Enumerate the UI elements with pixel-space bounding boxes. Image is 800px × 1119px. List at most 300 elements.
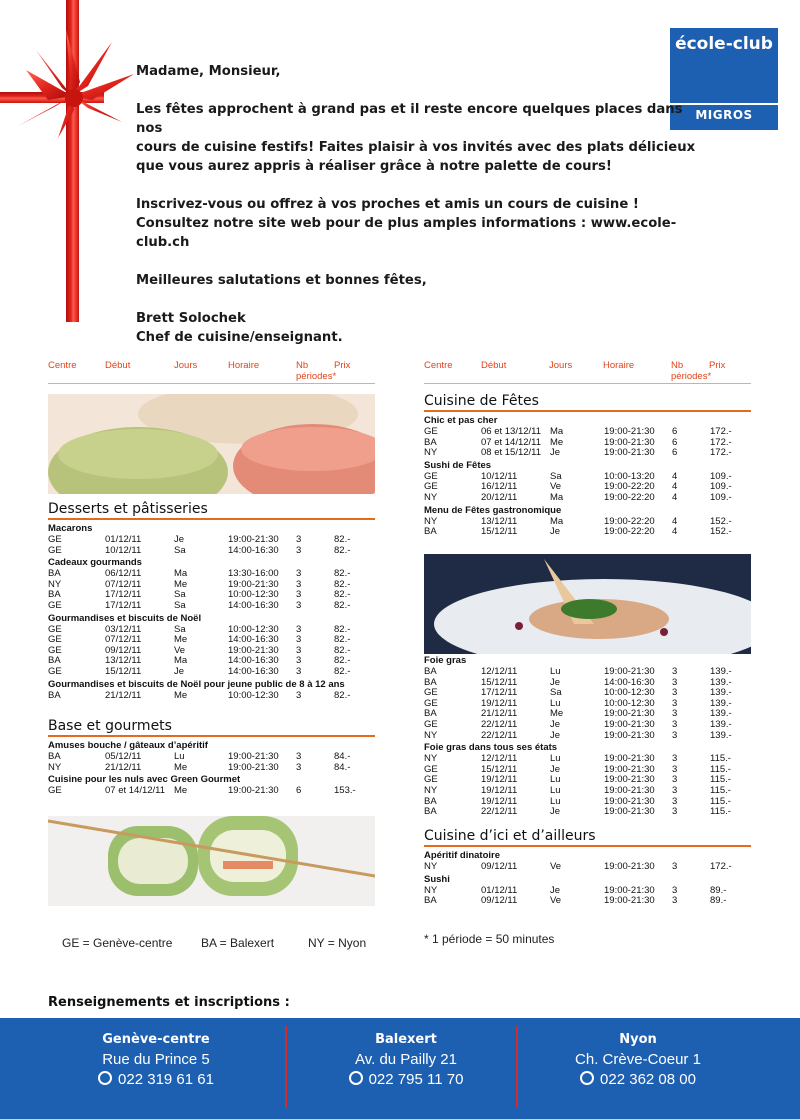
- cell-jours: Me: [174, 761, 188, 773]
- cell-nb: 3: [296, 544, 302, 556]
- cell-debut: 15/12/11: [481, 676, 518, 688]
- cell-jours: Sa: [174, 600, 186, 611]
- cell-prix: 139.-: [710, 687, 732, 699]
- phone-number[interactable]: 022 362 08 00: [600, 1071, 696, 1088]
- cell-nb: 3: [296, 634, 302, 646]
- letter-body: [136, 62, 696, 366]
- cell-jours: Je: [550, 526, 561, 538]
- cell-nb: 3: [672, 753, 678, 765]
- letter-closing: Meilleures salutations et bonnes fêtes,: [136, 273, 427, 288]
- cell-centre: GE: [424, 719, 438, 730]
- table-row[interactable]: [424, 861, 751, 872]
- cell-horaire: 19:00-21:30: [604, 895, 655, 907]
- cell-nb: 3: [296, 568, 302, 580]
- phone-icon: [349, 1071, 363, 1085]
- cell-prix: 115.-: [710, 753, 731, 765]
- cell-debut: 17/12/11: [481, 687, 518, 699]
- cell-jours: Ma: [550, 492, 564, 503]
- cell-centre: GE: [48, 666, 62, 677]
- cell-horaire: 19:00-21:30: [228, 644, 279, 656]
- contact-footer: [0, 1018, 800, 1119]
- cell-prix: 82.-: [334, 544, 351, 556]
- table-row[interactable]: [424, 774, 751, 785]
- cell-centre: BA: [48, 568, 61, 580]
- cell-jours: Me: [174, 689, 188, 701]
- cell-jours: Sa: [174, 544, 186, 556]
- header-prix: Prix: [709, 360, 726, 371]
- cell-centre: BA: [424, 436, 437, 448]
- cell-centre: NY: [424, 753, 438, 765]
- table-row[interactable]: [48, 624, 375, 635]
- signer-title: Chef de cuisine/enseignant.: [136, 330, 343, 345]
- cell-jours: Sa: [174, 589, 186, 601]
- table-row[interactable]: [48, 751, 375, 762]
- cell-debut: 21/12/11: [105, 689, 142, 701]
- cell-centre: NY: [48, 761, 62, 773]
- cell-centre: GE: [48, 644, 62, 656]
- phone-number[interactable]: 022 795 11 70: [368, 1071, 464, 1088]
- table-row[interactable]: [424, 785, 751, 796]
- cell-centre: GE: [424, 687, 438, 699]
- course-name: Foie gras dans tous ses états: [424, 742, 558, 754]
- course-name: Menu de Fêtes gastronomique: [424, 504, 562, 516]
- table-row[interactable]: [48, 655, 375, 666]
- cell-nb: 6: [296, 785, 302, 797]
- letter-line: Les fêtes approchent à grand pas et il reste encore quelques places dans nos: [136, 102, 683, 136]
- cell-debut: 03/12/11: [105, 623, 142, 635]
- table-row[interactable]: [48, 690, 375, 701]
- cell-prix: 82.-: [334, 634, 351, 646]
- cell-prix: 82.-: [334, 689, 351, 701]
- cell-centre: GE: [424, 774, 438, 786]
- cell-nb: 4: [672, 492, 678, 503]
- cell-debut: 15/12/11: [481, 763, 518, 775]
- section-underline: [48, 518, 375, 520]
- cell-horaire: 19:00-21:30: [604, 708, 655, 720]
- cell-debut: 19/12/11: [481, 785, 518, 796]
- cell-debut: 01/12/11: [481, 884, 518, 896]
- cell-jours: Ve: [550, 481, 562, 493]
- cell-centre: BA: [48, 751, 61, 762]
- cell-horaire: 19:00-21:30: [604, 785, 655, 796]
- cell-jours: Ma: [174, 655, 188, 667]
- cell-jours: Me: [174, 785, 188, 797]
- table-row[interactable]: [424, 447, 751, 458]
- cell-prix: 89.-: [710, 884, 727, 896]
- office-phone: [36, 1071, 276, 1088]
- cell-jours: Lu: [550, 666, 561, 677]
- course-name: Apéritif dinatoire: [424, 850, 501, 861]
- cell-prix: 139.-: [710, 729, 732, 741]
- cell-prix: 115.-: [710, 774, 731, 786]
- header-jours: Jours: [549, 360, 573, 371]
- cell-horaire: 19:00-21:30: [604, 806, 655, 818]
- table-row[interactable]: [424, 796, 751, 807]
- course-name: Chic et pas cher: [424, 415, 498, 426]
- cell-nb: 3: [296, 534, 302, 545]
- cell-prix: 172.-: [710, 861, 732, 872]
- cell-horaire: 19:00-21:30: [604, 861, 655, 872]
- cell-prix: 109.-: [710, 470, 732, 482]
- header-prix: Prix: [334, 360, 351, 371]
- cell-horaire: 19:00-21:30: [604, 729, 655, 741]
- cell-nb: 3: [672, 774, 678, 786]
- cell-centre: NY: [424, 447, 438, 459]
- legend-ny: NY = Nyon: [308, 936, 367, 950]
- letter-line: que vous aurez appris à réaliser grâce à notre palette de cours!: [136, 159, 612, 174]
- cell-centre: BA: [48, 589, 61, 601]
- letter-line: cours de cuisine festifs! Faites plaisir à vos invités avec des plats délicieux: [136, 140, 696, 155]
- course-name: Cuisine pour les nuls avec Green Gourmet: [48, 774, 241, 786]
- table-row[interactable]: [48, 589, 375, 600]
- cell-jours: Je: [550, 806, 561, 818]
- office-nyon: [518, 1032, 758, 1091]
- legend-ba: BA = Balexert: [201, 936, 275, 950]
- section-title: Cuisine d’ici et d’ailleurs: [424, 828, 596, 844]
- cell-jours: Ve: [550, 861, 562, 872]
- cell-prix: 139.-: [710, 719, 732, 730]
- cell-horaire: 19:00-21:30: [604, 719, 655, 730]
- cell-horaire: 14:00-16:30: [228, 666, 279, 677]
- cell-horaire: 19:00-21:30: [228, 761, 279, 773]
- office-address: Ch. Crève-Coeur 1: [575, 1051, 701, 1068]
- cell-jours: Lu: [550, 785, 561, 796]
- cell-centre: BA: [424, 526, 437, 538]
- cell-prix: 115.-: [710, 785, 731, 796]
- cell-nb: 4: [672, 470, 678, 482]
- cell-debut: 16/12/11: [481, 481, 518, 493]
- header-centre: Centre: [424, 360, 453, 371]
- cell-jours: Je: [550, 729, 561, 741]
- cell-nb: 3: [672, 676, 678, 688]
- cell-prix: 84.-: [334, 761, 351, 773]
- header-nb: Nb: [671, 360, 684, 371]
- cell-horaire: 10:00-12:30: [228, 623, 279, 635]
- header-debut: Début: [105, 360, 131, 371]
- legend-periode-note: * 1 période = 50 minutes: [424, 932, 555, 946]
- cell-nb: 3: [296, 689, 302, 701]
- section-title: Cuisine de Fêtes: [424, 393, 539, 409]
- table-row[interactable]: [424, 426, 751, 437]
- cell-horaire: 19:00-21:30: [604, 447, 655, 459]
- cell-prix: 82.-: [334, 589, 351, 601]
- foie-gras-plate-photo: [424, 554, 751, 654]
- cell-nb: 3: [672, 666, 678, 677]
- cell-debut: 09/12/11: [481, 895, 518, 907]
- cell-jours: Ma: [174, 568, 188, 580]
- course-name: Sushi: [424, 873, 450, 885]
- cell-horaire: 19:00-21:30: [228, 578, 279, 590]
- letter-line: Consultez notre site web pour de plus amples informations : www.ecole-club.ch: [136, 216, 677, 250]
- table-row[interactable]: [424, 481, 751, 492]
- letter-signature: [136, 309, 696, 347]
- cell-centre: GE: [424, 470, 438, 482]
- cell-prix: 172.-: [710, 426, 732, 437]
- cell-nb: 3: [296, 578, 302, 590]
- table-row[interactable]: [48, 666, 375, 677]
- cell-prix: 82.-: [334, 578, 351, 590]
- section-underline: [48, 735, 375, 737]
- cell-horaire: 10:00-13:20: [604, 470, 655, 482]
- cell-debut: 22/12/11: [481, 729, 518, 741]
- cell-prix: 115.-: [710, 763, 731, 775]
- table-row[interactable]: [424, 719, 751, 730]
- phone-number[interactable]: 022 319 61 61: [118, 1071, 214, 1088]
- table-row[interactable]: [48, 785, 375, 796]
- cell-debut: 19/12/11: [481, 697, 518, 709]
- cell-jours: Lu: [550, 753, 561, 765]
- header-divider: [48, 383, 375, 384]
- cell-nb: 3: [672, 719, 678, 730]
- letter-greeting: Madame, Monsieur,: [136, 64, 281, 79]
- cell-jours: Lu: [174, 751, 185, 762]
- cell-centre: NY: [424, 861, 438, 872]
- cell-jours: Je: [550, 884, 561, 896]
- cell-nb: 3: [672, 697, 678, 709]
- gift-bow-icon: [18, 30, 138, 140]
- cell-nb: 3: [296, 751, 302, 762]
- table-row[interactable]: [424, 437, 751, 448]
- cell-horaire: 19:00-21:30: [228, 751, 279, 762]
- cell-horaire: 13:30-16:00: [228, 568, 279, 580]
- cell-jours: Ma: [550, 426, 564, 437]
- table-row[interactable]: [48, 579, 375, 590]
- cell-jours: Sa: [174, 623, 186, 635]
- table-row[interactable]: [424, 666, 751, 677]
- course-name: Gourmandises et biscuits de Noël: [48, 612, 202, 624]
- office-phone: [518, 1071, 758, 1088]
- cell-nb: 3: [672, 785, 678, 796]
- cell-prix: 109.-: [710, 481, 732, 493]
- table-row[interactable]: [48, 600, 375, 611]
- cell-debut: 12/12/11: [481, 666, 518, 677]
- header-periodes: périodes*: [296, 371, 337, 382]
- cell-nb: 3: [672, 884, 678, 896]
- section-underline: [424, 845, 751, 847]
- table-row[interactable]: [48, 534, 375, 545]
- cell-debut: 22/12/11: [481, 719, 518, 730]
- cell-horaire: 19:00-21:30: [604, 795, 655, 807]
- cucumber-rolls-photo: [48, 816, 375, 906]
- cell-horaire: 14:00-16:30: [604, 676, 655, 688]
- table-row[interactable]: [48, 545, 375, 556]
- office-name: Nyon: [619, 1032, 657, 1047]
- logo-name: école-club: [675, 34, 773, 54]
- section-underline: [424, 410, 751, 412]
- cell-debut: 06 et 13/12/11: [481, 426, 542, 437]
- table-row[interactable]: [48, 645, 375, 656]
- cell-jours: Ma: [550, 515, 564, 527]
- office-address: Av. du Pailly 21: [354, 1051, 457, 1068]
- cell-nb: 3: [296, 655, 302, 667]
- cell-nb: 3: [296, 666, 302, 677]
- course-name: Gourmandises et biscuits de Noël pour jeune public de 8 à 12 ans: [48, 678, 345, 690]
- table-row[interactable]: [424, 677, 751, 688]
- phone-icon: [580, 1071, 594, 1085]
- cell-prix: 139.-: [710, 666, 732, 677]
- cell-horaire: 19:00-21:30: [604, 774, 655, 786]
- table-row[interactable]: [424, 895, 751, 906]
- cell-debut: 15/12/11: [481, 526, 518, 538]
- cell-prix: 109.-: [710, 492, 732, 503]
- cell-debut: 15/12/11: [105, 666, 142, 677]
- cell-debut: 09/12/11: [481, 861, 518, 872]
- cell-centre: BA: [424, 806, 437, 818]
- cell-nb: 3: [672, 895, 678, 907]
- cell-jours: Je: [550, 447, 561, 459]
- cell-nb: 3: [296, 600, 302, 611]
- cell-debut: 07 et 14/12/11: [105, 785, 166, 797]
- cell-debut: 10/12/11: [105, 544, 142, 556]
- header-jours: Jours: [174, 360, 198, 371]
- course-name: Foie gras: [424, 655, 467, 666]
- table-row[interactable]: [424, 708, 751, 719]
- cell-centre: BA: [424, 676, 437, 688]
- cell-horaire: 10:00-12:30: [604, 687, 655, 699]
- cell-jours: Je: [174, 666, 185, 677]
- cell-debut: 22/12/11: [481, 806, 518, 818]
- cell-centre: BA: [424, 795, 437, 807]
- cell-nb: 6: [672, 436, 678, 448]
- header-horaire: Horaire: [603, 360, 635, 371]
- cell-prix: 82.-: [334, 600, 351, 611]
- cell-jours: Je: [550, 719, 561, 730]
- cell-prix: 89.-: [710, 895, 727, 907]
- legend-ge: GE = Genève-centre: [62, 936, 173, 950]
- cell-horaire: 10:00-12:30: [228, 589, 279, 601]
- signer-name: Brett Solochek: [136, 311, 246, 326]
- cell-centre: GE: [424, 481, 438, 493]
- cell-nb: 3: [296, 623, 302, 635]
- cell-horaire: 14:00-16:30: [228, 544, 279, 556]
- cell-centre: NY: [424, 515, 438, 527]
- cell-centre: NY: [48, 578, 62, 590]
- cell-centre: GE: [48, 600, 62, 611]
- cell-nb: 4: [672, 481, 678, 493]
- cell-horaire: 14:00-16:30: [228, 634, 279, 646]
- cell-jours: Je: [550, 763, 561, 775]
- cell-nb: 6: [672, 447, 678, 459]
- cell-jours: Me: [174, 578, 188, 590]
- cell-debut: 19/12/11: [481, 795, 518, 807]
- cell-nb: 3: [672, 806, 678, 818]
- cell-nb: 4: [672, 515, 678, 527]
- cell-debut: 21/12/11: [105, 761, 142, 773]
- cell-jours: Je: [550, 676, 561, 688]
- cell-centre: NY: [424, 492, 438, 503]
- course-name: Cadeaux gourmands: [48, 557, 142, 569]
- cell-debut: 07/12/11: [105, 578, 142, 590]
- table-row[interactable]: [424, 516, 751, 527]
- cell-nb: 3: [296, 644, 302, 656]
- cell-jours: Lu: [550, 697, 561, 709]
- cell-centre: BA: [424, 708, 437, 720]
- cell-horaire: 19:00-21:30: [604, 763, 655, 775]
- cell-centre: GE: [48, 785, 62, 797]
- cell-jours: Ve: [174, 644, 186, 656]
- cell-nb: 3: [672, 708, 678, 720]
- letter-paragraph-1: [136, 100, 696, 176]
- office-address: Rue du Prince 5: [102, 1051, 210, 1068]
- cell-prix: 82.-: [334, 623, 351, 635]
- cell-horaire: 14:00-16:30: [228, 600, 279, 611]
- cell-debut: 19/12/11: [481, 774, 518, 786]
- cell-prix: 172.-: [710, 436, 732, 448]
- logo-brand: MIGROS: [695, 108, 753, 122]
- cell-nb: 3: [296, 761, 302, 773]
- table-row[interactable]: [48, 634, 375, 645]
- table-row[interactable]: [424, 753, 751, 764]
- cell-debut: 21/12/11: [481, 708, 518, 720]
- cell-debut: 20/12/11: [481, 492, 518, 503]
- table-row[interactable]: [424, 764, 751, 775]
- cell-nb: 4: [672, 526, 678, 538]
- header-divider: [424, 383, 751, 384]
- cell-debut: 17/12/11: [105, 600, 142, 611]
- cell-centre: GE: [424, 763, 438, 775]
- table-row[interactable]: [424, 492, 751, 503]
- cell-debut: 07 et 14/12/11: [481, 436, 542, 448]
- cell-prix: 115.-: [710, 795, 731, 807]
- table-row[interactable]: [424, 806, 751, 817]
- table-row[interactable]: [48, 762, 375, 773]
- table-row[interactable]: [424, 885, 751, 896]
- table-row[interactable]: [48, 568, 375, 579]
- letter-line: Inscrivez-vous ou offrez à vos proches et amis un cours de cuisine !: [136, 197, 639, 212]
- cell-centre: GE: [48, 623, 62, 635]
- cell-horaire: 19:00-21:30: [228, 534, 279, 545]
- cell-horaire: 10:00-12:30: [228, 689, 279, 701]
- office-balexert: [286, 1032, 526, 1091]
- cell-centre: BA: [424, 895, 437, 907]
- cell-horaire: 19:00-22:20: [604, 526, 655, 538]
- table-row[interactable]: [424, 698, 751, 709]
- cell-centre: GE: [48, 544, 62, 556]
- cell-horaire: 10:00-12:30: [604, 697, 655, 709]
- cell-debut: 06/12/11: [105, 568, 142, 580]
- cell-centre: GE: [424, 426, 438, 437]
- cell-debut: 05/12/11: [105, 751, 142, 762]
- cell-horaire: 19:00-21:30: [228, 785, 279, 797]
- info-title: Renseignements et inscriptions :: [48, 995, 290, 1010]
- cell-debut: 13/12/11: [481, 515, 518, 527]
- office-phone: [286, 1071, 526, 1088]
- table-row[interactable]: [424, 526, 751, 537]
- cell-debut: 01/12/11: [105, 534, 142, 545]
- cell-horaire: 19:00-21:30: [604, 666, 655, 677]
- letter-paragraph-2: [136, 195, 696, 252]
- phone-icon: [98, 1071, 112, 1085]
- table-row[interactable]: [424, 730, 751, 741]
- header-horaire: Horaire: [228, 360, 260, 371]
- cell-prix: 139.-: [710, 708, 732, 720]
- cell-prix: 82.-: [334, 655, 351, 667]
- table-row[interactable]: [424, 471, 751, 482]
- table-row[interactable]: [424, 687, 751, 698]
- header-nb: Nb: [296, 360, 309, 371]
- office-name: Balexert: [375, 1032, 437, 1047]
- cell-prix: 82.-: [334, 534, 351, 545]
- cell-horaire: 19:00-22:20: [604, 492, 655, 503]
- cell-debut: 07/12/11: [105, 634, 142, 646]
- cell-horaire: 19:00-21:30: [604, 436, 655, 448]
- cell-jours: Ve: [550, 895, 562, 907]
- section-title: Base et gourmets: [48, 718, 172, 734]
- cell-centre: NY: [424, 729, 438, 741]
- macarons-photo: [48, 394, 375, 494]
- cell-nb: 3: [672, 729, 678, 741]
- cell-nb: 3: [672, 861, 678, 872]
